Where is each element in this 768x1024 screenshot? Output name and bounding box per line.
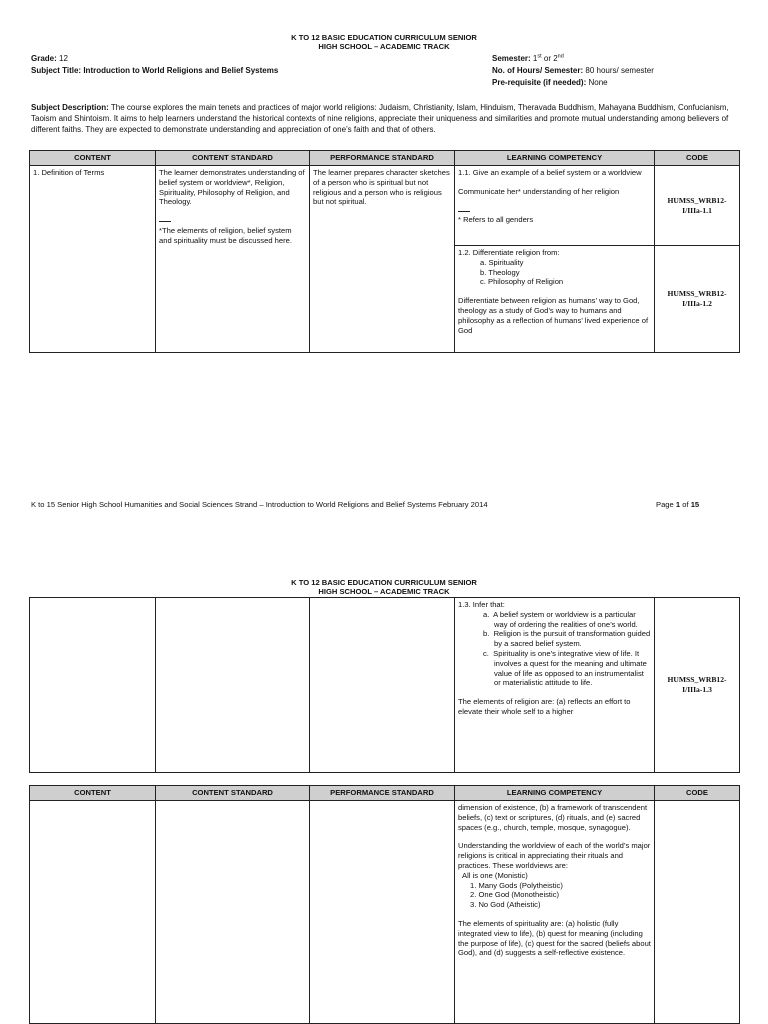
subject-value: Introduction to World Religions and Belief Systems xyxy=(83,66,279,75)
grade-row xyxy=(31,54,68,63)
lc-1-3-elements: The elements of religion are: (a) reflects an effort to elevate their whole self to a higher xyxy=(458,697,631,716)
lc-continued-text: dimension of existence, (b) a framework of transcendent beliefs, (c) text or scriptures, (d) rituals, and (e) sacred spaces (e.g., church, temple, mosque, synagogue). xyxy=(458,803,648,832)
code-1-3: HUMSS_WRB12-I/IIIa-1.3 xyxy=(655,598,740,773)
doc-title-line2-p2: HIGH SCHOOL – ACADEMIC TRACK xyxy=(318,587,450,596)
content-cell-p3 xyxy=(30,801,156,1024)
spirituality-text: The elements of spirituality are: (a) holistic (fully integrated view to life), (b) quest for meaning (including the purpose of life), (c) quest for the sacred (beliefs about God), and (d) suggests a self-reflective existence. xyxy=(458,918,651,958)
list-item: 2. One God (Monotheistic) xyxy=(470,890,560,900)
prereq-label: Pre-requisite (if needed): xyxy=(492,78,587,87)
subject-row xyxy=(31,66,278,75)
header-content: CONTENT xyxy=(30,151,156,166)
header-code: CODE xyxy=(655,151,740,166)
list-item: c. Spirituality is one’s integrative view of life. It involves a quest for the meaning and ultimate value of life as opposed to an instrumentalist or materialistic attitude to life. xyxy=(483,648,647,688)
list-item: 1. Many Gods (Polytheistic) xyxy=(470,880,563,890)
hours-row xyxy=(492,66,654,75)
curriculum-table-1 xyxy=(29,150,740,353)
header-content-standard: CONTENT STANDARD xyxy=(156,786,310,801)
performance-standard-cell-p3 xyxy=(310,801,455,1024)
worldview-text: Understanding the worldview of each of the world’s major religions is critical in appreciating their rituals and practices. These worldviews are: xyxy=(458,841,651,870)
lc-1-2-cell xyxy=(455,246,655,353)
all-is-one: All is one (Monistic) xyxy=(462,870,528,880)
lc-1-1-text: 1.1. Give an example of a belief system or a worldview xyxy=(458,168,642,177)
doc-title-line1-p2: K TO 12 BASIC EDUCATION CURRICULUM SENIOR xyxy=(291,578,477,587)
lc-1-3-title: 1.3. Infer that: xyxy=(458,600,505,609)
page-label: Page xyxy=(656,500,674,509)
lc-1-2-title: 1.2. Differentiate religion from: xyxy=(458,248,560,257)
page-of: of xyxy=(682,500,689,509)
list-item: b. Religion is the pursuit of transformation guided by a sacred belief system. xyxy=(483,629,651,649)
lc-1-1-note: * Refers to all genders xyxy=(458,215,534,225)
table-row xyxy=(30,598,740,773)
table-header-row xyxy=(30,151,740,166)
content-cell: 1. Definition of Terms xyxy=(30,166,156,353)
grade-value: 12 xyxy=(59,54,68,63)
grade-label: Grade: xyxy=(31,54,57,63)
hours-value: 80 hours/ semester xyxy=(585,66,654,75)
prereq-value: None xyxy=(588,78,608,87)
performance-standard-cell: The learner prepares character sketches of a person who is spiritual but not religious and a person who is religious but not spiritual. xyxy=(310,166,455,353)
header-learning-competency: LEARNING COMPETENCY xyxy=(455,786,655,801)
content-cell-p2 xyxy=(30,598,156,773)
code-1-1: HUMSS_WRB12-I/IIIa-1.1 xyxy=(655,166,740,246)
table-row xyxy=(30,166,740,246)
performance-standard-cell-p2 xyxy=(310,598,455,773)
code-cell-p3 xyxy=(655,801,740,1024)
header-content-standard: CONTENT STANDARD xyxy=(156,151,310,166)
semester-value: 1st or 2nd xyxy=(532,53,564,63)
header-performance-standard: PERFORMANCE STANDARD xyxy=(310,151,455,166)
page-total: 15 xyxy=(690,500,700,509)
content-standard-cell-p2 xyxy=(156,598,310,773)
code-1-2: HUMSS_WRB12-I/IIIa-1.2 xyxy=(655,246,740,353)
list-item: 3. No God (Atheistic) xyxy=(470,900,541,910)
page-footer-number xyxy=(656,500,699,509)
curriculum-table-2 xyxy=(29,597,740,773)
list-item: b. Theology xyxy=(480,267,520,277)
lc-1-3-cell xyxy=(455,598,655,773)
page-footer-left: K to 15 Senior High School Humanities and Social Sciences Strand – Introduction to World Religions and Belief Systems February 2014 xyxy=(31,500,488,509)
table-row xyxy=(30,801,740,1024)
header-learning-competency: LEARNING COMPETENCY xyxy=(455,151,655,166)
page-number: 1 xyxy=(675,500,681,509)
desc-label: Subject Description: xyxy=(31,103,109,112)
prereq-row xyxy=(492,78,608,87)
hours-label: No. of Hours/ Semester: xyxy=(492,66,584,75)
list-item: a. Spirituality xyxy=(480,257,524,267)
content-standard-note: *The elements of religion, belief system and spirituality must be discussed here. xyxy=(159,225,292,245)
lc-1-1-cell xyxy=(455,166,655,246)
doc-title-line2: HIGH SCHOOL – ACADEMIC TRACK xyxy=(318,42,450,51)
content-standard-text: The learner demonstrates understanding of belief system or worldview*, Religion, Spirituality, Philosophy of Religion, and Theology. xyxy=(159,168,305,207)
desc-text: The course explores the main tenets and practices of major world religions: Judaism, Christianity, Islam, Hinduism, Theravada Buddhism, Mahayana Buddhism, Confucianism, Taoism and Shintoism. It aims to help learners understand the historical contexts of nine religions, appreciate their uniqueness and similarities and promote mutual understanding among believers of different faiths. They are expected to demonstrate understanding and appreciation of one’s faith and that of others. xyxy=(31,103,729,134)
table-header-row xyxy=(30,786,740,801)
content-standard-cell xyxy=(156,166,310,353)
list-item: a. A belief system or worldview is a particular way of ordering the realities of one’s world. xyxy=(483,609,638,629)
header-content: CONTENT xyxy=(30,786,156,801)
subject-description xyxy=(31,102,738,135)
semester-row xyxy=(492,54,564,63)
lc-continued-cell xyxy=(455,801,655,1024)
content-standard-cell-p3 xyxy=(156,801,310,1024)
header-code: CODE xyxy=(655,786,740,801)
list-item: c. Philosophy of Religion xyxy=(480,277,564,287)
lc-1-2-text: Differentiate between religion as humans’ way to God, theology as a study of God’s way to humans and philosophy as a reflection of humans’ lived experience of God xyxy=(458,296,649,335)
doc-title-line1: K TO 12 BASIC EDUCATION CURRICULUM SENIOR xyxy=(291,33,477,42)
subject-label: Subject Title: xyxy=(31,66,82,75)
header-performance-standard: PERFORMANCE STANDARD xyxy=(310,786,455,801)
curriculum-table-3 xyxy=(29,785,740,1024)
lc-1-1-communicate: Communicate her* understanding of her religion xyxy=(458,186,620,196)
semester-label: Semester: xyxy=(492,54,531,63)
